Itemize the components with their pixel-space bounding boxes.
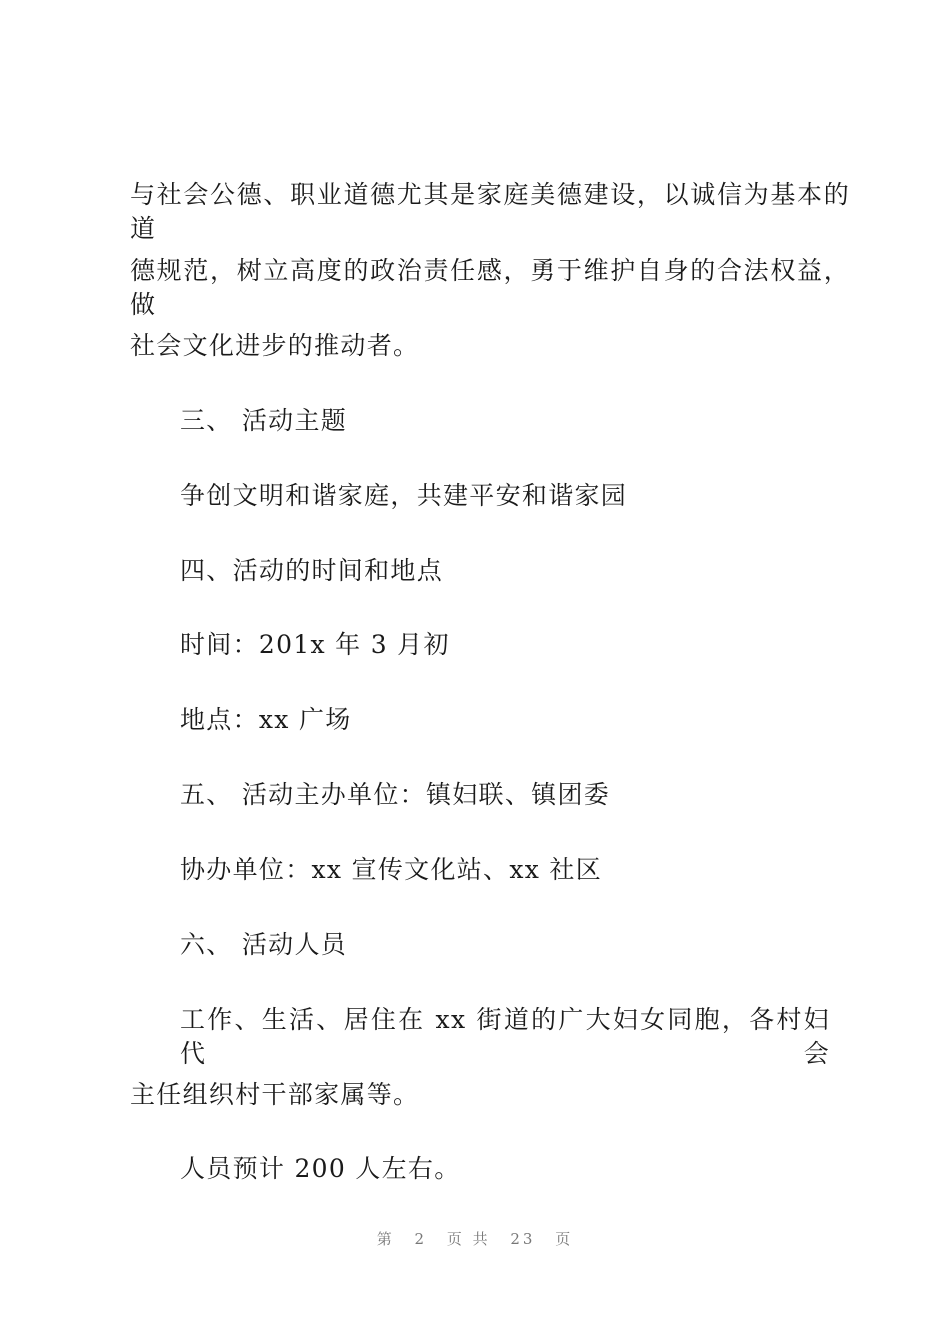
- paragraph-line-2: 德规范，树立高度的政治责任感，勇于维护自身的合法权益，做: [130, 256, 850, 319]
- footer-prefix: 第: [376, 1230, 395, 1248]
- page-footer: [0, 1228, 950, 1249]
- co-organizer-text: 协办单位：xx 宣传文化站、xx 社区: [180, 855, 602, 884]
- theme-text: 争创文明和谐家庭，共建平安和谐家园: [180, 481, 628, 510]
- section-heading-organizer: 五、 活动主办单位：镇妇联、镇团委: [180, 780, 611, 809]
- place-text: 地点：xx 广场: [180, 705, 352, 734]
- paragraph-line-1: 与社会公德、职业道德尤其是家庭美德建设，以诚信为基本的道: [130, 180, 850, 243]
- expected-count-text: 人员预计 200 人左右。: [180, 1154, 461, 1183]
- participants-line-1: 工作、生活、居住在 xx 街道的广大妇女同胞，各村妇代会: [180, 1005, 830, 1068]
- section-heading-theme: 三、 活动主题: [180, 406, 348, 435]
- section-heading-participants: 六、 活动人员: [180, 930, 348, 959]
- footer-total-pages: 23: [510, 1230, 536, 1248]
- time-text: 时间：201x 年 3 月初: [180, 630, 450, 659]
- footer-suffix: 页: [555, 1230, 574, 1248]
- paragraph-line-3: 社会文化进步的推动者。: [130, 331, 420, 360]
- participants-line-2: 主任组织村干部家属等。: [130, 1080, 420, 1109]
- section-heading-time-place: 四、活动的时间和地点: [180, 556, 444, 585]
- footer-page-number: 2: [414, 1230, 428, 1248]
- footer-middle: 页 共: [446, 1230, 491, 1248]
